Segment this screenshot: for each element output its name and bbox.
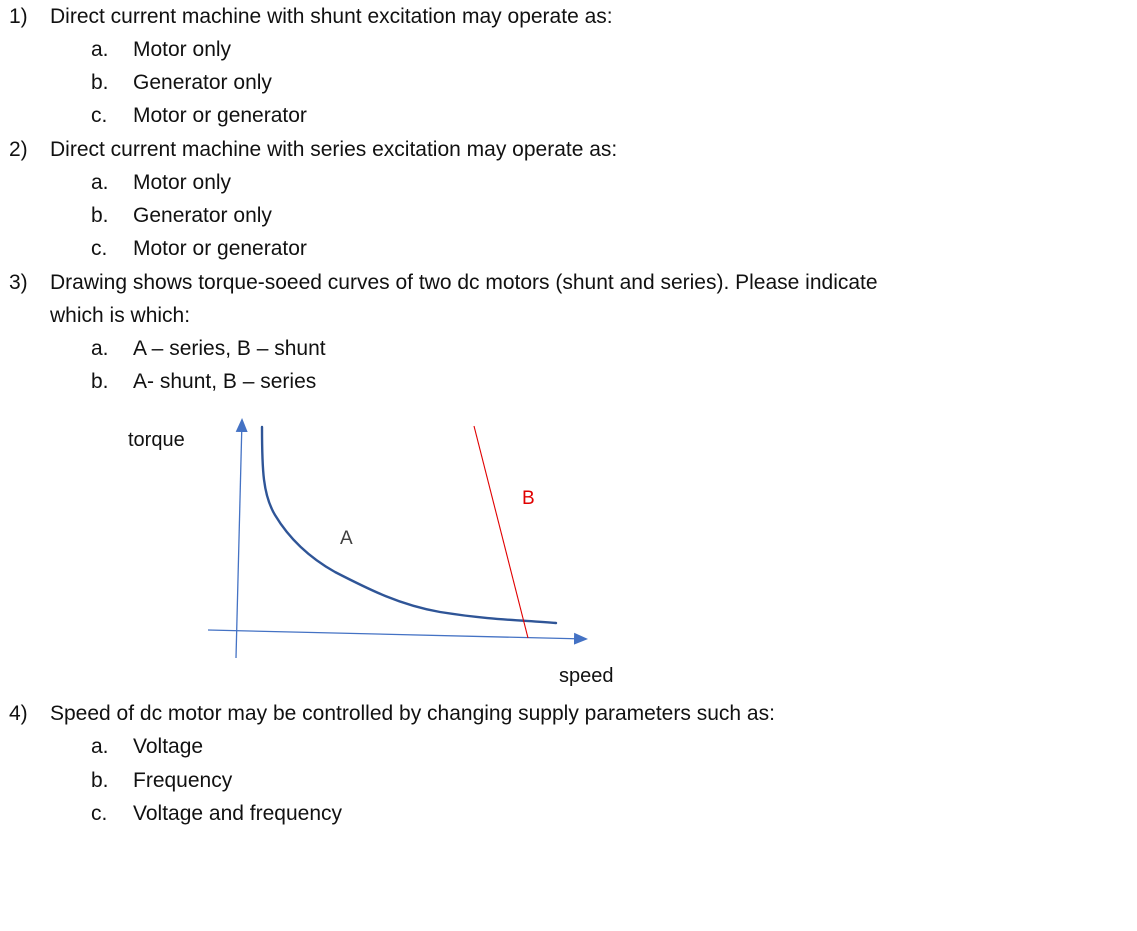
question-3-option-b-text: A- shunt, B – series <box>133 370 317 393</box>
question-1-option-c-text: Motor or generator <box>133 104 307 127</box>
curve-b-label: B <box>522 488 535 509</box>
torque-axis <box>236 420 242 658</box>
question-4-option-c-text: Voltage and frequency <box>133 802 342 825</box>
question-1-option-a-letter: a. <box>91 38 109 61</box>
question-4-number: 4) <box>9 702 28 725</box>
question-4-text: Speed of dc motor may be controlled by changing supply parameters such as: <box>50 702 775 725</box>
question-4-option-b-letter: b. <box>91 769 109 792</box>
curve-b <box>474 426 528 638</box>
question-2-option-c-letter: c. <box>91 237 108 260</box>
question-1-option-b-letter: b. <box>91 71 109 94</box>
question-3-text-line-1: Drawing shows torque-soeed curves of two dc motors (shunt and series). Please indicate <box>50 271 878 294</box>
question-2-number: 2) <box>9 138 28 161</box>
question-1-number: 1) <box>9 5 28 28</box>
speed-axis-label: speed <box>559 665 614 687</box>
question-2-option-b-text: Generator only <box>133 204 272 227</box>
question-3-option-a-letter: a. <box>91 337 109 360</box>
question-1-option-c-letter: c. <box>91 104 108 127</box>
question-2-text: Direct current machine with series excitation may operate as: <box>50 138 618 161</box>
question-4-option-c-letter: c. <box>91 802 108 825</box>
curve-a-label: A <box>340 528 353 549</box>
question-3-text-line-2: which is which: <box>50 304 191 327</box>
question-3-option-a-text: A – series, B – shunt <box>133 337 326 360</box>
question-3-number: 3) <box>9 271 28 294</box>
question-2-option-a-text: Motor only <box>133 171 232 194</box>
curve-a <box>262 427 556 623</box>
speed-axis <box>208 630 586 639</box>
question-1-option-a-text: Motor only <box>133 38 232 61</box>
question-1-option-b-text: Generator only <box>133 71 272 94</box>
question-2-option-a-letter: a. <box>91 171 109 194</box>
question-4-option-a-letter: a. <box>91 735 109 758</box>
question-2-option-b-letter: b. <box>91 204 109 227</box>
question-1-text: Direct current machine with shunt excitation may operate as: <box>50 5 613 28</box>
question-4-option-b-text: Frequency <box>133 769 233 792</box>
question-3-option-b-letter: b. <box>91 370 109 393</box>
question-4-option-a-text: Voltage <box>133 735 204 758</box>
torque-axis-label: torque <box>128 429 185 451</box>
question-2-option-c-text: Motor or generator <box>133 237 307 260</box>
